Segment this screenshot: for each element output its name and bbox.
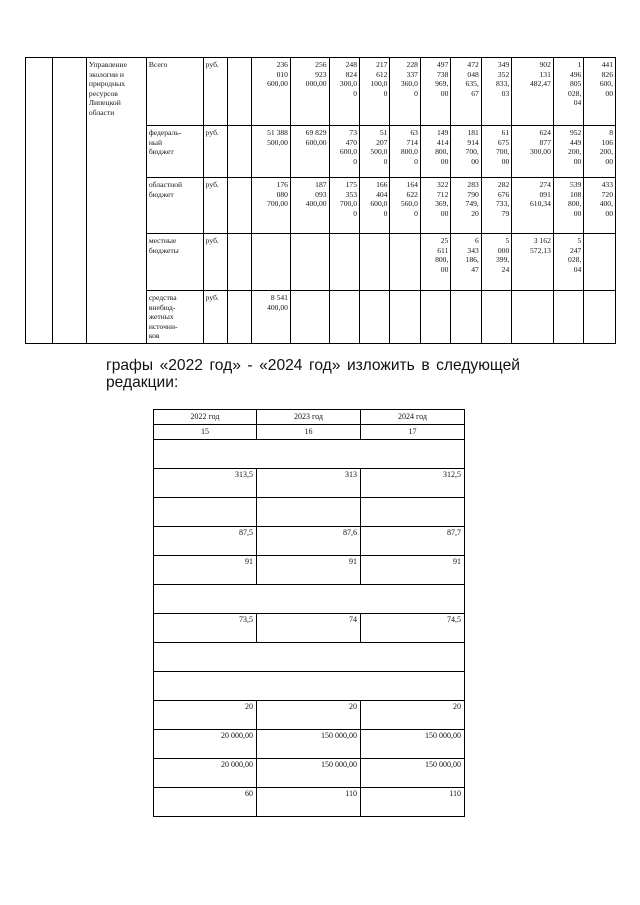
years-row — [154, 614, 465, 643]
merged-cell — [154, 440, 465, 469]
column-number: 16 — [257, 425, 361, 440]
amendment-word: - — [247, 357, 253, 374]
value-cell — [290, 291, 329, 344]
year-value: 74,5 — [361, 614, 465, 643]
year-value: 150 000,00 — [257, 730, 361, 759]
amendment-text — [106, 357, 520, 391]
funding-source: Всего — [146, 58, 203, 126]
value-cell — [481, 291, 511, 344]
value-cell: 69 829 600,00 — [290, 126, 329, 178]
amendment-word: год» — [308, 357, 341, 374]
years-table — [153, 409, 465, 817]
blank-cell — [53, 58, 87, 344]
years-row — [154, 788, 465, 817]
value-cell: 3 162 572,13 — [512, 234, 554, 291]
value-cell — [252, 234, 291, 291]
value-cell: 274 091 610,34 — [512, 178, 554, 234]
value-cell: 175 353 700,0 0 — [329, 178, 359, 234]
empty-cell — [257, 498, 361, 527]
value-cell: 164 622 560,0 0 — [390, 178, 420, 234]
value-cell: 236 010 600,00 — [252, 58, 291, 126]
value-cell: 5 247 028, 04 — [553, 234, 583, 291]
year-value: 150 000,00 — [361, 759, 465, 788]
value-cell — [390, 291, 420, 344]
year-value: 110 — [257, 788, 361, 817]
value-cell: 217 612 100,0 0 — [360, 58, 390, 126]
blank-cell — [26, 58, 53, 344]
year-value: 20 — [361, 701, 465, 730]
years-row — [154, 585, 465, 614]
budget-table — [25, 57, 616, 344]
value-cell: 25 611 800, 00 — [420, 234, 450, 291]
year-value: 87,7 — [361, 527, 465, 556]
value-cell: 433 720 400, 00 — [584, 178, 616, 234]
years-row — [154, 730, 465, 759]
value-cell — [553, 291, 583, 344]
merged-cell — [154, 585, 465, 614]
amendment-word: год» — [209, 357, 241, 374]
value-cell — [360, 291, 390, 344]
merged-cell — [154, 672, 465, 701]
value-cell: 441 826 600, 00 — [584, 58, 616, 126]
value-cell: 181 914 700, 00 — [451, 126, 481, 178]
value-cell: 6 343 186, 47 — [451, 234, 481, 291]
value-cell — [584, 234, 616, 291]
value-cell: 624 877 300,00 — [512, 126, 554, 178]
year-value: 150 000,00 — [257, 759, 361, 788]
value-cell: 539 108 800, 00 — [553, 178, 583, 234]
year-value: 313,5 — [154, 469, 257, 498]
value-cell: 497 738 969, 00 — [420, 58, 450, 126]
blank-cell — [228, 126, 252, 178]
amendment-word: «2022 — [159, 357, 203, 374]
funding-source: федераль- ный бюджет — [146, 126, 203, 178]
years-row — [154, 440, 465, 469]
years-row — [154, 469, 465, 498]
value-cell — [420, 291, 450, 344]
value-cell: 73 470 600,0 0 — [329, 126, 359, 178]
blank-cell — [228, 234, 252, 291]
unit-cell: руб. — [203, 58, 227, 126]
budget-row — [26, 58, 616, 126]
value-cell: 1 496 805 028, 04 — [553, 58, 583, 126]
value-cell: 166 404 600,0 0 — [360, 178, 390, 234]
year-value: 74 — [257, 614, 361, 643]
unit-cell: руб. — [203, 234, 227, 291]
year-value: 60 — [154, 788, 257, 817]
year-value: 20 000,00 — [154, 730, 257, 759]
years-row — [154, 527, 465, 556]
value-cell: 902 131 482,47 — [512, 58, 554, 126]
year-value: 110 — [361, 788, 465, 817]
year-header: 2022 год — [154, 410, 257, 425]
empty-cell — [361, 498, 465, 527]
year-header: 2023 год — [257, 410, 361, 425]
column-number: 17 — [361, 425, 465, 440]
value-cell — [390, 234, 420, 291]
years-row — [154, 643, 465, 672]
funding-source: средства внебюд- жетных источни- ков — [146, 291, 203, 344]
year-value: 91 — [154, 556, 257, 585]
value-cell: 248 824 300,0 0 — [329, 58, 359, 126]
year-value: 20 — [257, 701, 361, 730]
blank-cell — [228, 291, 252, 344]
value-cell: 51 207 500,0 0 — [360, 126, 390, 178]
value-cell: 149 414 800, 00 — [420, 126, 450, 178]
value-cell: 322 712 369, 00 — [420, 178, 450, 234]
value-cell — [360, 234, 390, 291]
value-cell — [584, 291, 616, 344]
value-cell — [512, 291, 554, 344]
year-value: 87,5 — [154, 527, 257, 556]
value-cell: 51 388 500,00 — [252, 126, 291, 178]
value-cell: 952 449 200, 00 — [553, 126, 583, 178]
value-cell: 176 080 700,00 — [252, 178, 291, 234]
value-cell: 349 352 833, 03 — [481, 58, 511, 126]
value-cell: 228 337 360,0 0 — [390, 58, 420, 126]
year-value: 312,5 — [361, 469, 465, 498]
amendment-word: в — [421, 357, 430, 374]
value-cell: 5 000 399, 24 — [481, 234, 511, 291]
value-cell: 8 106 200, 00 — [584, 126, 616, 178]
value-cell: 282 676 733, 79 — [481, 178, 511, 234]
value-cell: 61 675 700, 00 — [481, 126, 511, 178]
value-cell — [329, 291, 359, 344]
column-number: 15 — [154, 425, 257, 440]
unit-cell: руб. — [203, 178, 227, 234]
unit-cell: руб. — [203, 291, 227, 344]
amendment-word: графы — [106, 357, 154, 374]
value-cell — [329, 234, 359, 291]
amendment-word: следующей — [436, 357, 520, 374]
years-row — [154, 498, 465, 527]
unit-cell: руб. — [203, 126, 227, 178]
merged-cell — [154, 643, 465, 672]
year-value: 91 — [361, 556, 465, 585]
years-row — [154, 556, 465, 585]
year-value: 20 000,00 — [154, 759, 257, 788]
funding-source: областной бюджет — [146, 178, 203, 234]
blank-cell — [228, 178, 252, 234]
value-cell: 472 048 635, 67 — [451, 58, 481, 126]
org-name: Управление экологии и природных ресурсов Липецкой области — [86, 58, 146, 344]
value-cell — [290, 234, 329, 291]
amendment-word: «2024 — [259, 357, 303, 374]
amendment-line-1 — [106, 357, 520, 374]
year-value: 20 — [154, 701, 257, 730]
year-value: 73,5 — [154, 614, 257, 643]
value-cell: 283 790 749, 20 — [451, 178, 481, 234]
amendment-word: изложить — [346, 357, 415, 374]
year-value: 91 — [257, 556, 361, 585]
value-cell: 256 923 000,00 — [290, 58, 329, 126]
blank-cell — [228, 58, 252, 126]
amendment-line-2: редакции: — [106, 374, 179, 391]
years-row — [154, 701, 465, 730]
years-row — [154, 672, 465, 701]
value-cell — [451, 291, 481, 344]
value-cell: 8 541 400,00 — [252, 291, 291, 344]
value-cell: 63 714 800,0 0 — [390, 126, 420, 178]
value-cell: 187 093 400,00 — [290, 178, 329, 234]
empty-cell — [154, 498, 257, 527]
year-header: 2024 год — [361, 410, 465, 425]
column-number-row — [154, 425, 465, 440]
year-value: 313 — [257, 469, 361, 498]
header-row — [154, 410, 465, 425]
years-row — [154, 759, 465, 788]
funding-source: местные бюджеты — [146, 234, 203, 291]
year-value: 150 000,00 — [361, 730, 465, 759]
year-value: 87,6 — [257, 527, 361, 556]
